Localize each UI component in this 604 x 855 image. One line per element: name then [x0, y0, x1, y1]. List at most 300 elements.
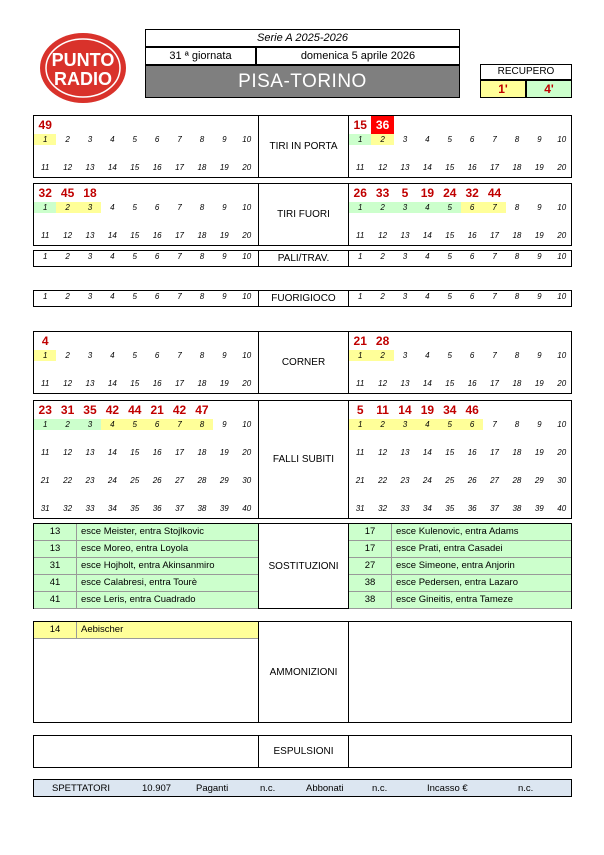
away-index: 6	[469, 351, 475, 360]
away-index: 20	[557, 231, 567, 240]
away-minute	[506, 332, 528, 350]
away-minute: 14	[398, 403, 412, 417]
away-index: 14	[422, 231, 432, 240]
away-minute	[506, 184, 528, 202]
sostituzione-home-minute: 41	[34, 575, 77, 591]
paganti-label: Paganti	[196, 783, 229, 794]
sostituzioni-section	[33, 523, 572, 609]
away-index: 35	[445, 504, 455, 513]
away-index: 16	[467, 163, 477, 172]
home-minute	[191, 184, 213, 202]
away-minute: 24	[443, 186, 457, 200]
home-index: 16	[152, 231, 162, 240]
away-minute: 32	[465, 186, 479, 200]
sostituzione-away-minute: 17	[349, 524, 392, 540]
home-index: 17	[175, 163, 184, 172]
home-index: 24	[107, 476, 117, 485]
home-index: 32	[63, 504, 73, 513]
home-index: 39	[219, 504, 229, 513]
away-index: 9	[537, 135, 542, 144]
home-index: 5	[132, 203, 137, 212]
home-minute: 18	[83, 186, 97, 200]
away-index: 2	[380, 292, 385, 301]
home-minutes-row	[34, 401, 258, 419]
sostituzioni-label: SOSTITUZIONI	[258, 524, 349, 608]
away-index: 15	[445, 448, 455, 457]
home-index: 18	[197, 163, 207, 172]
home-index: 18	[197, 231, 207, 240]
sostituzione-away-text: esce Pedersen, entra Lazaro	[396, 577, 518, 588]
away-minute	[483, 401, 505, 419]
away-index: 6	[469, 292, 475, 301]
away-number-row	[349, 251, 573, 262]
away-index: 39	[534, 504, 544, 513]
home-index: 4	[110, 351, 115, 360]
home-index: 13	[85, 379, 95, 388]
home-number-row	[34, 503, 258, 514]
home-minute: 35	[83, 403, 97, 417]
away-index: 14	[422, 163, 432, 172]
away-minutes-row	[349, 401, 573, 419]
recupero-label: RECUPERO	[480, 64, 572, 80]
away-minutes-row	[349, 332, 573, 350]
away-minute: 15	[353, 118, 367, 132]
away-index: 16	[467, 379, 477, 388]
home-index: 4	[110, 252, 115, 261]
ammonizione-home-text: Aebischer	[81, 624, 124, 635]
spettatori-label: SPETTATORI	[52, 783, 111, 794]
home-index: 13	[85, 448, 95, 457]
home-minute	[146, 332, 168, 350]
sostituzione-home-text: esce Meister, entra Stojlkovic	[81, 526, 205, 537]
falli-section	[33, 400, 572, 519]
home-minute	[146, 116, 168, 134]
pali-label: PALI/TRAV.	[258, 251, 349, 266]
away-minutes-row	[349, 184, 573, 202]
home-index: 23	[85, 476, 95, 485]
away-index: 11	[356, 163, 365, 172]
away-index: 4	[416, 419, 438, 430]
away-index: 11	[356, 379, 365, 388]
home-minute	[236, 116, 258, 134]
away-index: 2	[371, 419, 393, 430]
home-index: 15	[130, 231, 140, 240]
home-index: 14	[107, 163, 117, 172]
away-index: 17	[490, 448, 499, 457]
away-minute: 21	[353, 334, 367, 348]
home-minute: 31	[60, 403, 75, 417]
attendance-bar	[33, 779, 572, 797]
home-index: 20	[242, 231, 252, 240]
away-index: 10	[557, 135, 567, 144]
home-index: 14	[107, 379, 117, 388]
home-minute	[213, 401, 235, 419]
home-index: 5	[132, 135, 137, 144]
ammonizioni-label: AMMONIZIONI	[258, 622, 349, 722]
away-minute	[528, 332, 550, 350]
away-index: 3	[394, 419, 416, 430]
away-minute	[528, 116, 550, 134]
home-minute	[124, 184, 146, 202]
home-index: 19	[219, 379, 229, 388]
home-index: 26	[152, 476, 162, 485]
home-index: 2	[56, 202, 78, 213]
home-minute: 49	[38, 118, 52, 132]
home-index: 13	[85, 163, 95, 172]
home-index: 16	[152, 379, 162, 388]
home-minute	[168, 116, 190, 134]
home-index: 20	[242, 379, 252, 388]
home-minutes-row	[34, 116, 258, 134]
away-index: 18	[512, 231, 522, 240]
home-index: 4	[110, 292, 115, 301]
home-index: 3	[87, 351, 93, 360]
home-minute: 32	[38, 186, 52, 200]
home-index: 8	[191, 419, 213, 430]
home-index: 28	[197, 476, 207, 485]
home-index: 1	[34, 350, 56, 361]
away-index: 1	[357, 292, 363, 301]
away-minute: 28	[375, 334, 390, 348]
home-index: 27	[175, 476, 184, 485]
home-minute	[101, 332, 123, 350]
home-minute: 44	[128, 403, 142, 417]
away-index: 7	[492, 420, 497, 429]
home-index: 35	[130, 504, 140, 513]
home-index: 14	[107, 231, 117, 240]
away-minute	[461, 332, 483, 350]
home-index: 6	[154, 292, 160, 301]
match-date: domenica 5 aprile 2026	[256, 47, 460, 65]
away-index: 5	[447, 252, 452, 261]
away-index: 3	[402, 351, 408, 360]
home-index: 2	[65, 351, 70, 360]
home-index: 34	[107, 504, 117, 513]
away-index: 6	[461, 202, 483, 213]
away-minute: 11	[376, 403, 389, 417]
home-index: 22	[63, 476, 73, 485]
home-index: 36	[152, 504, 162, 513]
home-index: 3	[87, 292, 93, 301]
away-index: 7	[492, 252, 497, 261]
sostituzione-home-row	[34, 524, 258, 541]
home-index: 8	[199, 252, 205, 261]
away-minute	[551, 332, 573, 350]
away-index: 21	[355, 476, 365, 485]
away-number-row	[349, 202, 573, 213]
home-minute	[79, 332, 101, 350]
away-index: 20	[557, 448, 567, 457]
home-number-row	[34, 378, 258, 389]
sostituzione-home-text: esce Hojholt, entra Akinsanmiro	[81, 560, 215, 571]
away-index: 1	[357, 252, 363, 261]
home-index: 10	[242, 420, 252, 429]
home-index: 14	[107, 448, 117, 457]
home-index: 9	[222, 420, 227, 429]
away-minutes-row	[349, 116, 573, 134]
away-index: 12	[378, 231, 388, 240]
away-index: 13	[400, 379, 410, 388]
sostituzione-home-minute: 13	[34, 541, 77, 557]
sostituzione-home-minute: 41	[34, 592, 77, 608]
home-index: 1	[42, 292, 48, 301]
away-index: 6	[461, 419, 483, 430]
home-index: 2	[65, 252, 70, 261]
away-index: 13	[400, 448, 410, 457]
sostituzione-away-minute: 38	[349, 592, 392, 608]
home-minute: 23	[38, 403, 52, 417]
sostituzione-away-row	[349, 575, 571, 592]
away-minute	[416, 116, 438, 134]
abbonati-value: n.c.	[372, 783, 388, 794]
away-index: 1	[349, 350, 371, 361]
away-minute	[506, 401, 528, 419]
away-minute	[461, 116, 483, 134]
home-index: 17	[175, 448, 184, 457]
away-index: 9	[537, 203, 542, 212]
away-index: 5	[439, 419, 461, 430]
away-index: 14	[422, 379, 432, 388]
home-index: 11	[41, 379, 50, 388]
away-minute: 5	[401, 186, 409, 200]
home-minute	[236, 184, 258, 202]
away-index: 1	[349, 419, 371, 430]
home-index: 7	[168, 419, 190, 430]
away-index: 9	[537, 252, 542, 261]
home-index: 25	[130, 476, 140, 485]
sostituzione-away-row	[349, 524, 571, 541]
home-minutes-row	[34, 332, 258, 350]
home-index: 15	[130, 448, 140, 457]
home-index: 12	[63, 231, 73, 240]
away-number-row	[349, 378, 573, 389]
away-index: 12	[378, 163, 388, 172]
away-index: 18	[512, 163, 522, 172]
away-minute	[439, 332, 461, 350]
away-number-row	[349, 291, 573, 302]
sostituzione-away-minute: 17	[349, 541, 392, 557]
home-number-row	[34, 475, 258, 486]
home-index: 21	[40, 476, 50, 485]
away-index: 20	[557, 379, 567, 388]
incasso-label: Incasso €	[427, 783, 468, 794]
away-index: 8	[514, 420, 520, 429]
away-index: 12	[378, 379, 388, 388]
home-index: 7	[177, 135, 182, 144]
sostituzione-home-row	[34, 575, 258, 592]
home-index: 16	[152, 163, 162, 172]
ammonizione-home-row	[34, 622, 258, 639]
away-index: 16	[467, 448, 477, 457]
home-minute	[236, 332, 258, 350]
sostituzione-away-text: esce Simeone, entra Anjorin	[396, 560, 515, 571]
home-index: 11	[41, 231, 50, 240]
away-index: 5	[439, 202, 461, 213]
sostituzione-away-text: esce Prati, entra Casadei	[396, 543, 503, 554]
ammonizioni-section	[33, 621, 572, 723]
away-index: 8	[514, 203, 520, 212]
away-index: 11	[356, 448, 365, 457]
home-index: 7	[177, 252, 182, 261]
home-index: 5	[132, 292, 137, 301]
away-index: 17	[490, 163, 499, 172]
sostituzione-home-row	[34, 558, 258, 575]
tiri-in-porta-label: TIRI IN PORTA	[258, 116, 349, 177]
away-index: 37	[490, 504, 499, 513]
home-index: 4	[101, 419, 123, 430]
home-index: 6	[154, 135, 160, 144]
away-index: 38	[512, 504, 522, 513]
home-index: 8	[199, 135, 205, 144]
away-index: 18	[512, 448, 522, 457]
corner-section	[33, 331, 572, 394]
away-index: 7	[492, 135, 497, 144]
away-index: 10	[557, 351, 567, 360]
away-index: 29	[534, 476, 544, 485]
away-index: 27	[490, 476, 499, 485]
home-index: 15	[130, 163, 140, 172]
away-minute: 34	[443, 403, 457, 417]
away-minute: 36	[371, 116, 393, 134]
home-minute	[191, 332, 213, 350]
sostituzione-away-row	[349, 541, 571, 558]
home-minute	[236, 401, 258, 419]
recupero-first-half: 1'	[480, 80, 526, 98]
ammonizioni-away	[349, 622, 571, 722]
home-minute	[101, 184, 123, 202]
away-index: 7	[492, 351, 497, 360]
home-index: 9	[222, 252, 227, 261]
home-minute: 4	[41, 334, 49, 348]
home-index: 2	[65, 135, 70, 144]
away-index: 4	[416, 202, 438, 213]
home-index: 4	[110, 203, 115, 212]
away-index: 4	[425, 351, 430, 360]
home-number-row	[34, 251, 258, 262]
away-index: 14	[422, 448, 432, 457]
away-index: 7	[483, 202, 505, 213]
home-number-row	[34, 447, 258, 458]
away-index: 9	[537, 351, 542, 360]
away-number-row	[349, 447, 573, 458]
away-index: 1	[349, 202, 371, 213]
home-index: 6	[154, 351, 160, 360]
sostituzione-home-row	[34, 541, 258, 558]
away-index: 19	[534, 448, 544, 457]
home-index: 8	[199, 351, 205, 360]
away-index: 5	[447, 292, 452, 301]
away-minute	[528, 401, 550, 419]
home-index: 38	[197, 504, 207, 513]
home-index: 17	[175, 231, 184, 240]
away-index: 3	[402, 292, 408, 301]
away-minute: 19	[420, 403, 435, 417]
away-minute: 44	[487, 186, 502, 200]
home-index: 10	[242, 252, 252, 261]
espulsioni-section	[33, 735, 572, 768]
home-index: 1	[34, 134, 56, 145]
home-index: 30	[242, 476, 252, 485]
sostituzione-away-row	[349, 592, 571, 609]
tiri-in-porta-section	[33, 115, 572, 178]
away-index: 30	[557, 476, 567, 485]
away-index: 15	[445, 163, 455, 172]
away-index: 40	[557, 504, 567, 513]
away-index: 9	[537, 420, 542, 429]
away-minute: 19	[420, 186, 435, 200]
home-index: 18	[197, 379, 207, 388]
ammonizione-home-minute: 14	[34, 622, 77, 638]
away-index: 7	[492, 292, 497, 301]
home-minute	[124, 116, 146, 134]
away-index: 26	[467, 476, 477, 485]
away-index: 10	[557, 203, 567, 212]
home-index: 40	[242, 504, 252, 513]
home-index: 13	[85, 231, 95, 240]
home-number-row	[34, 419, 258, 430]
home-index: 5	[124, 419, 146, 430]
logo-text-1: PUNTO	[51, 50, 115, 70]
away-index: 33	[400, 504, 410, 513]
home-minute	[79, 116, 101, 134]
away-index: 4	[425, 292, 430, 301]
away-index: 10	[557, 420, 567, 429]
sostituzione-away-text: esce Kulenovic, entra Adams	[396, 526, 519, 537]
away-index: 10	[557, 252, 567, 261]
home-minute	[168, 184, 190, 202]
home-index: 9	[222, 203, 227, 212]
home-number-row	[34, 134, 258, 145]
recupero-second-half: 4'	[526, 80, 572, 98]
away-minute	[416, 332, 438, 350]
sostituzioni-away	[349, 524, 571, 608]
away-index: 3	[402, 135, 408, 144]
sostituzioni-home	[34, 524, 258, 608]
away-index: 25	[445, 476, 455, 485]
away-minute	[483, 116, 505, 134]
away-index: 31	[355, 504, 365, 513]
away-index: 32	[378, 504, 388, 513]
home-index: 10	[242, 292, 252, 301]
away-minute: 46	[465, 403, 479, 417]
away-index: 34	[422, 504, 432, 513]
incasso-value: n.c.	[518, 783, 534, 794]
away-index: 9	[537, 292, 542, 301]
away-minute	[551, 401, 573, 419]
away-number-row	[349, 350, 573, 361]
away-index: 6	[469, 135, 475, 144]
away-index: 20	[557, 163, 567, 172]
home-index: 9	[222, 292, 227, 301]
home-index: 10	[242, 135, 252, 144]
home-minute	[168, 332, 190, 350]
home-index: 5	[132, 351, 137, 360]
away-index: 2	[371, 202, 393, 213]
home-index: 3	[87, 135, 93, 144]
sostituzione-home-row	[34, 592, 258, 609]
home-minute	[101, 116, 123, 134]
away-minute	[483, 332, 505, 350]
away-index: 16	[467, 231, 477, 240]
away-index: 19	[534, 379, 544, 388]
away-index: 24	[422, 476, 432, 485]
away-index: 28	[512, 476, 522, 485]
away-index: 22	[378, 476, 388, 485]
home-minute	[146, 184, 168, 202]
home-index: 12	[63, 448, 73, 457]
corner-label: CORNER	[258, 332, 349, 393]
away-number-row	[349, 230, 573, 241]
